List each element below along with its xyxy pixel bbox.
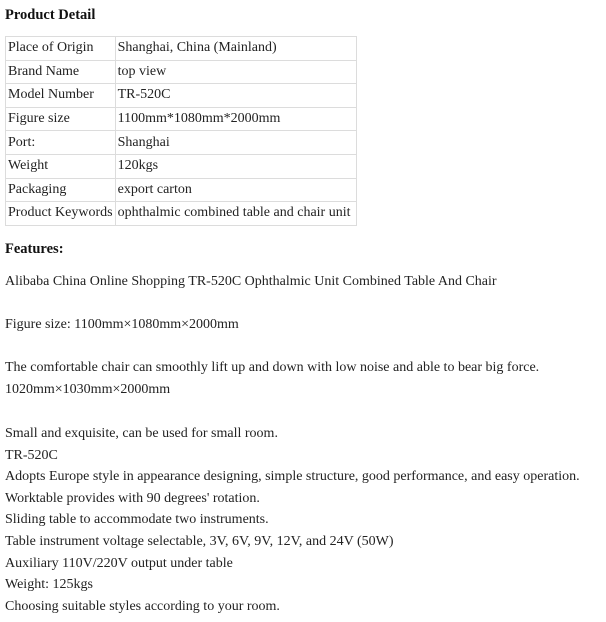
row-value: export carton — [115, 178, 356, 202]
row-label: Model Number — [6, 84, 116, 108]
product-detail-heading: Product Detail — [5, 7, 96, 23]
chair-description — [5, 357, 539, 400]
table-row — [6, 178, 357, 202]
figure-size-text: Figure size: 1100mm×1080mm×2000mm — [5, 317, 239, 332]
table-row — [6, 60, 357, 84]
row-value: 1100mm*1080mm*2000mm — [115, 107, 356, 131]
row-value: 120kgs — [115, 154, 356, 178]
row-label: Product Keywords — [6, 202, 116, 226]
table-row — [6, 131, 357, 155]
row-value: Shanghai — [115, 131, 356, 155]
row-value: Shanghai, China (Mainland) — [115, 37, 356, 61]
row-value: ophthalmic combined table and chair unit — [115, 202, 356, 226]
feature-line: 1020mm×1030mm×2000mm — [5, 381, 171, 397]
feature-line: Worktable provides with 90 degrees' rotation. — [5, 490, 260, 506]
table-row — [6, 202, 357, 226]
row-label: Weight — [6, 154, 116, 178]
row-value: top view — [115, 60, 356, 84]
table-row — [6, 37, 357, 61]
row-label: Figure size — [6, 107, 116, 131]
row-label: Brand Name — [6, 60, 116, 84]
feature-line: Sliding table to accommodate two instruments. — [5, 512, 269, 528]
feature-line: Small and exquisite, can be used for small room. — [5, 426, 278, 441]
feature-line: TR-520C — [5, 447, 58, 463]
feature-line: Adopts Europe style in appearance designing, simple structure, good performance, and easy operation. — [5, 469, 580, 485]
table-row — [6, 107, 357, 131]
spec-list — [5, 423, 580, 617]
feature-line: Auxiliary 110V/220V output under table — [5, 555, 233, 571]
feature-line: Weight: 125kgs — [5, 577, 93, 593]
feature-line: Choosing suitable styles according to your room. — [5, 598, 280, 614]
product-detail-table — [5, 36, 357, 226]
features-heading: Features: — [5, 241, 64, 257]
feature-line: Table instrument voltage selectable, 3V, 6V, 9V, 12V, and 24V (50W) — [5, 533, 394, 549]
table-row — [6, 84, 357, 108]
row-value: TR-520C — [115, 84, 356, 108]
features-intro: Alibaba China Online Shopping TR-520C Ophthalmic Unit Combined Table And Chair — [5, 274, 497, 289]
table-row — [6, 154, 357, 178]
row-label: Packaging — [6, 178, 116, 202]
feature-line: The comfortable chair can smoothly lift up and down with low noise and able to bear big force. — [5, 360, 540, 375]
row-label: Port: — [6, 131, 116, 155]
row-label: Place of Origin — [6, 37, 116, 61]
